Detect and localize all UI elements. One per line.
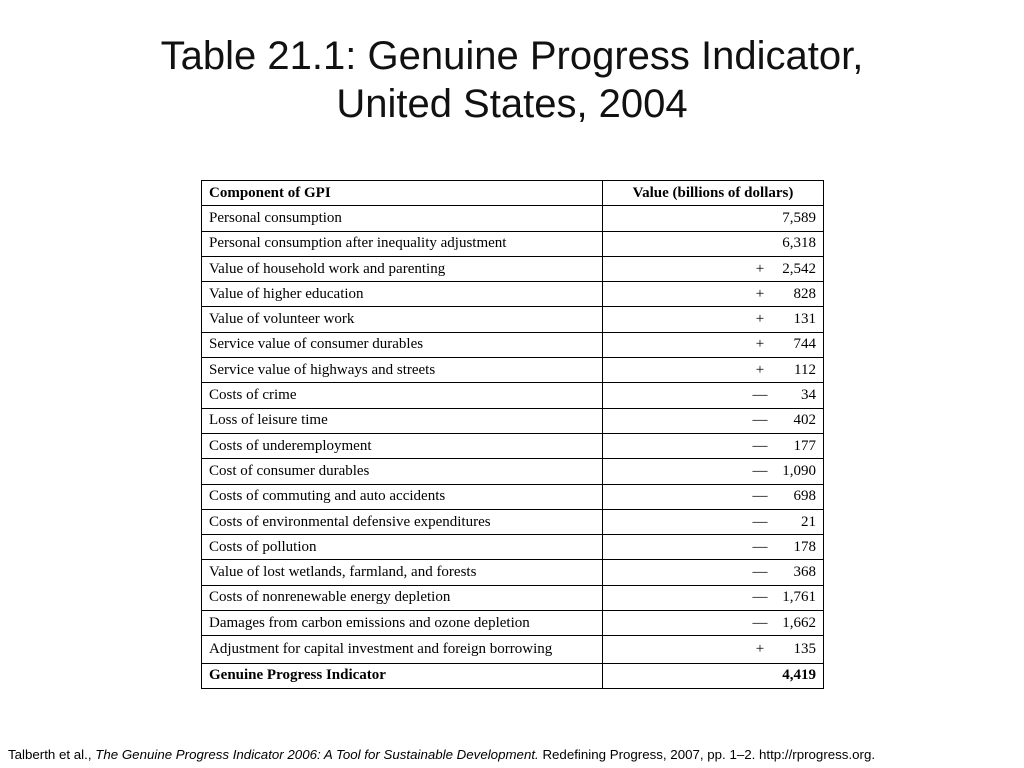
sign-mark: + xyxy=(755,361,765,378)
component-cell: Personal consumption after inequality adjustment xyxy=(202,231,603,256)
value-cell xyxy=(603,459,824,484)
component-cell: Personal consumption xyxy=(202,206,603,231)
table-row xyxy=(202,535,824,560)
total-value: 4,419 xyxy=(603,663,824,688)
value-number: 744 xyxy=(793,336,816,353)
value-cell xyxy=(603,358,824,383)
value-cell xyxy=(603,560,824,585)
component-cell: Costs of commuting and auto accidents xyxy=(202,484,603,509)
sign-mark: + xyxy=(755,285,765,302)
component-cell: Service value of consumer durables xyxy=(202,332,603,357)
value-number: 2,542 xyxy=(782,260,816,277)
value-cell xyxy=(603,611,824,636)
sign-mark: — xyxy=(752,513,768,530)
header-component: Component of GPI xyxy=(202,181,603,206)
value-cell xyxy=(603,231,824,256)
value-number: 1,761 xyxy=(782,589,816,606)
sign-mark: — xyxy=(752,412,768,429)
table-row xyxy=(202,206,824,231)
component-cell: Cost of consumer durables xyxy=(202,459,603,484)
sign-mark: — xyxy=(752,589,768,606)
sign-mark: — xyxy=(752,387,768,404)
table-row xyxy=(202,307,824,332)
value-cell xyxy=(603,408,824,433)
value-cell xyxy=(603,206,824,231)
table-row xyxy=(202,484,824,509)
value-number: 6,318 xyxy=(782,235,816,252)
value-number: 368 xyxy=(793,564,816,581)
component-cell: Value of volunteer work xyxy=(202,307,603,332)
sign-mark: — xyxy=(752,462,768,479)
citation-authors: Talberth et al., xyxy=(8,747,92,762)
table-row xyxy=(202,358,824,383)
table-header-row xyxy=(202,181,824,206)
value-number: 1,662 xyxy=(782,614,816,631)
total-label: Genuine Progress Indicator xyxy=(202,663,603,688)
component-cell: Costs of pollution xyxy=(202,535,603,560)
sign-mark: — xyxy=(752,564,768,581)
value-number: 698 xyxy=(793,488,816,505)
slide-title xyxy=(0,32,1024,128)
component-cell: Loss of leisure time xyxy=(202,408,603,433)
component-cell: Value of lost wetlands, farmland, and forests xyxy=(202,560,603,585)
value-number: 1,090 xyxy=(782,462,816,479)
table-row xyxy=(202,408,824,433)
sign-mark: + xyxy=(755,260,765,277)
source-citation xyxy=(8,747,1018,763)
slide-title-line-1: Table 21.1: Genuine Progress Indicator, xyxy=(160,34,864,78)
value-cell xyxy=(603,484,824,509)
table-row xyxy=(202,433,824,458)
sign-mark: — xyxy=(752,488,768,505)
table-row xyxy=(202,509,824,534)
value-number: 177 xyxy=(793,437,816,454)
sign-mark: + xyxy=(755,311,765,328)
component-cell: Costs of crime xyxy=(202,383,603,408)
value-number: 112 xyxy=(794,361,816,378)
table-row xyxy=(202,231,824,256)
value-cell xyxy=(603,256,824,281)
gpi-table xyxy=(201,180,824,689)
sign-mark: — xyxy=(752,538,768,555)
component-cell: Damages from carbon emissions and ozone depletion xyxy=(202,611,603,636)
value-cell xyxy=(603,282,824,307)
value-number: 21 xyxy=(801,513,816,530)
value-number: 178 xyxy=(793,538,816,555)
total-row xyxy=(202,663,824,688)
value-cell xyxy=(603,535,824,560)
value-number: 402 xyxy=(793,412,816,429)
value-cell xyxy=(603,585,824,610)
table-row xyxy=(202,560,824,585)
sign-mark: — xyxy=(752,614,768,631)
sign-mark: + xyxy=(755,336,765,353)
table-row xyxy=(202,332,824,357)
sign-mark: — xyxy=(752,437,768,454)
value-number: 7,589 xyxy=(782,209,816,226)
table-row xyxy=(202,282,824,307)
value-cell xyxy=(603,509,824,534)
table-row xyxy=(202,383,824,408)
component-cell: Costs of underemployment xyxy=(202,433,603,458)
table-row xyxy=(202,585,824,610)
table-row xyxy=(202,459,824,484)
value-cell xyxy=(603,433,824,458)
value-cell xyxy=(603,383,824,408)
citation-work-title: The Genuine Progress Indicator 2006: A Tool for Sustainable Development. xyxy=(95,747,539,762)
sign-mark: + xyxy=(755,640,765,657)
table-row xyxy=(202,611,824,636)
header-value: Value (billions of dollars) xyxy=(603,181,824,206)
component-cell: Value of household work and parenting xyxy=(202,256,603,281)
table-row xyxy=(202,256,824,281)
value-cell xyxy=(603,636,824,663)
value-number: 131 xyxy=(793,311,816,328)
component-cell: Adjustment for capital investment and foreign borrowing xyxy=(202,636,603,663)
value-number: 828 xyxy=(793,285,816,302)
value-cell xyxy=(603,332,824,357)
component-cell: Value of higher education xyxy=(202,282,603,307)
citation-details: Redefining Progress, 2007, pp. 1–2. http://rprogress.org. xyxy=(542,747,876,762)
value-number: 34 xyxy=(801,387,816,404)
value-number: 135 xyxy=(793,640,816,657)
component-cell: Costs of nonrenewable energy depletion xyxy=(202,585,603,610)
slide-title-line-2: United States, 2004 xyxy=(336,82,688,126)
component-cell: Service value of highways and streets xyxy=(202,358,603,383)
component-cell: Costs of environmental defensive expenditures xyxy=(202,509,603,534)
table-row xyxy=(202,636,824,663)
value-cell xyxy=(603,307,824,332)
